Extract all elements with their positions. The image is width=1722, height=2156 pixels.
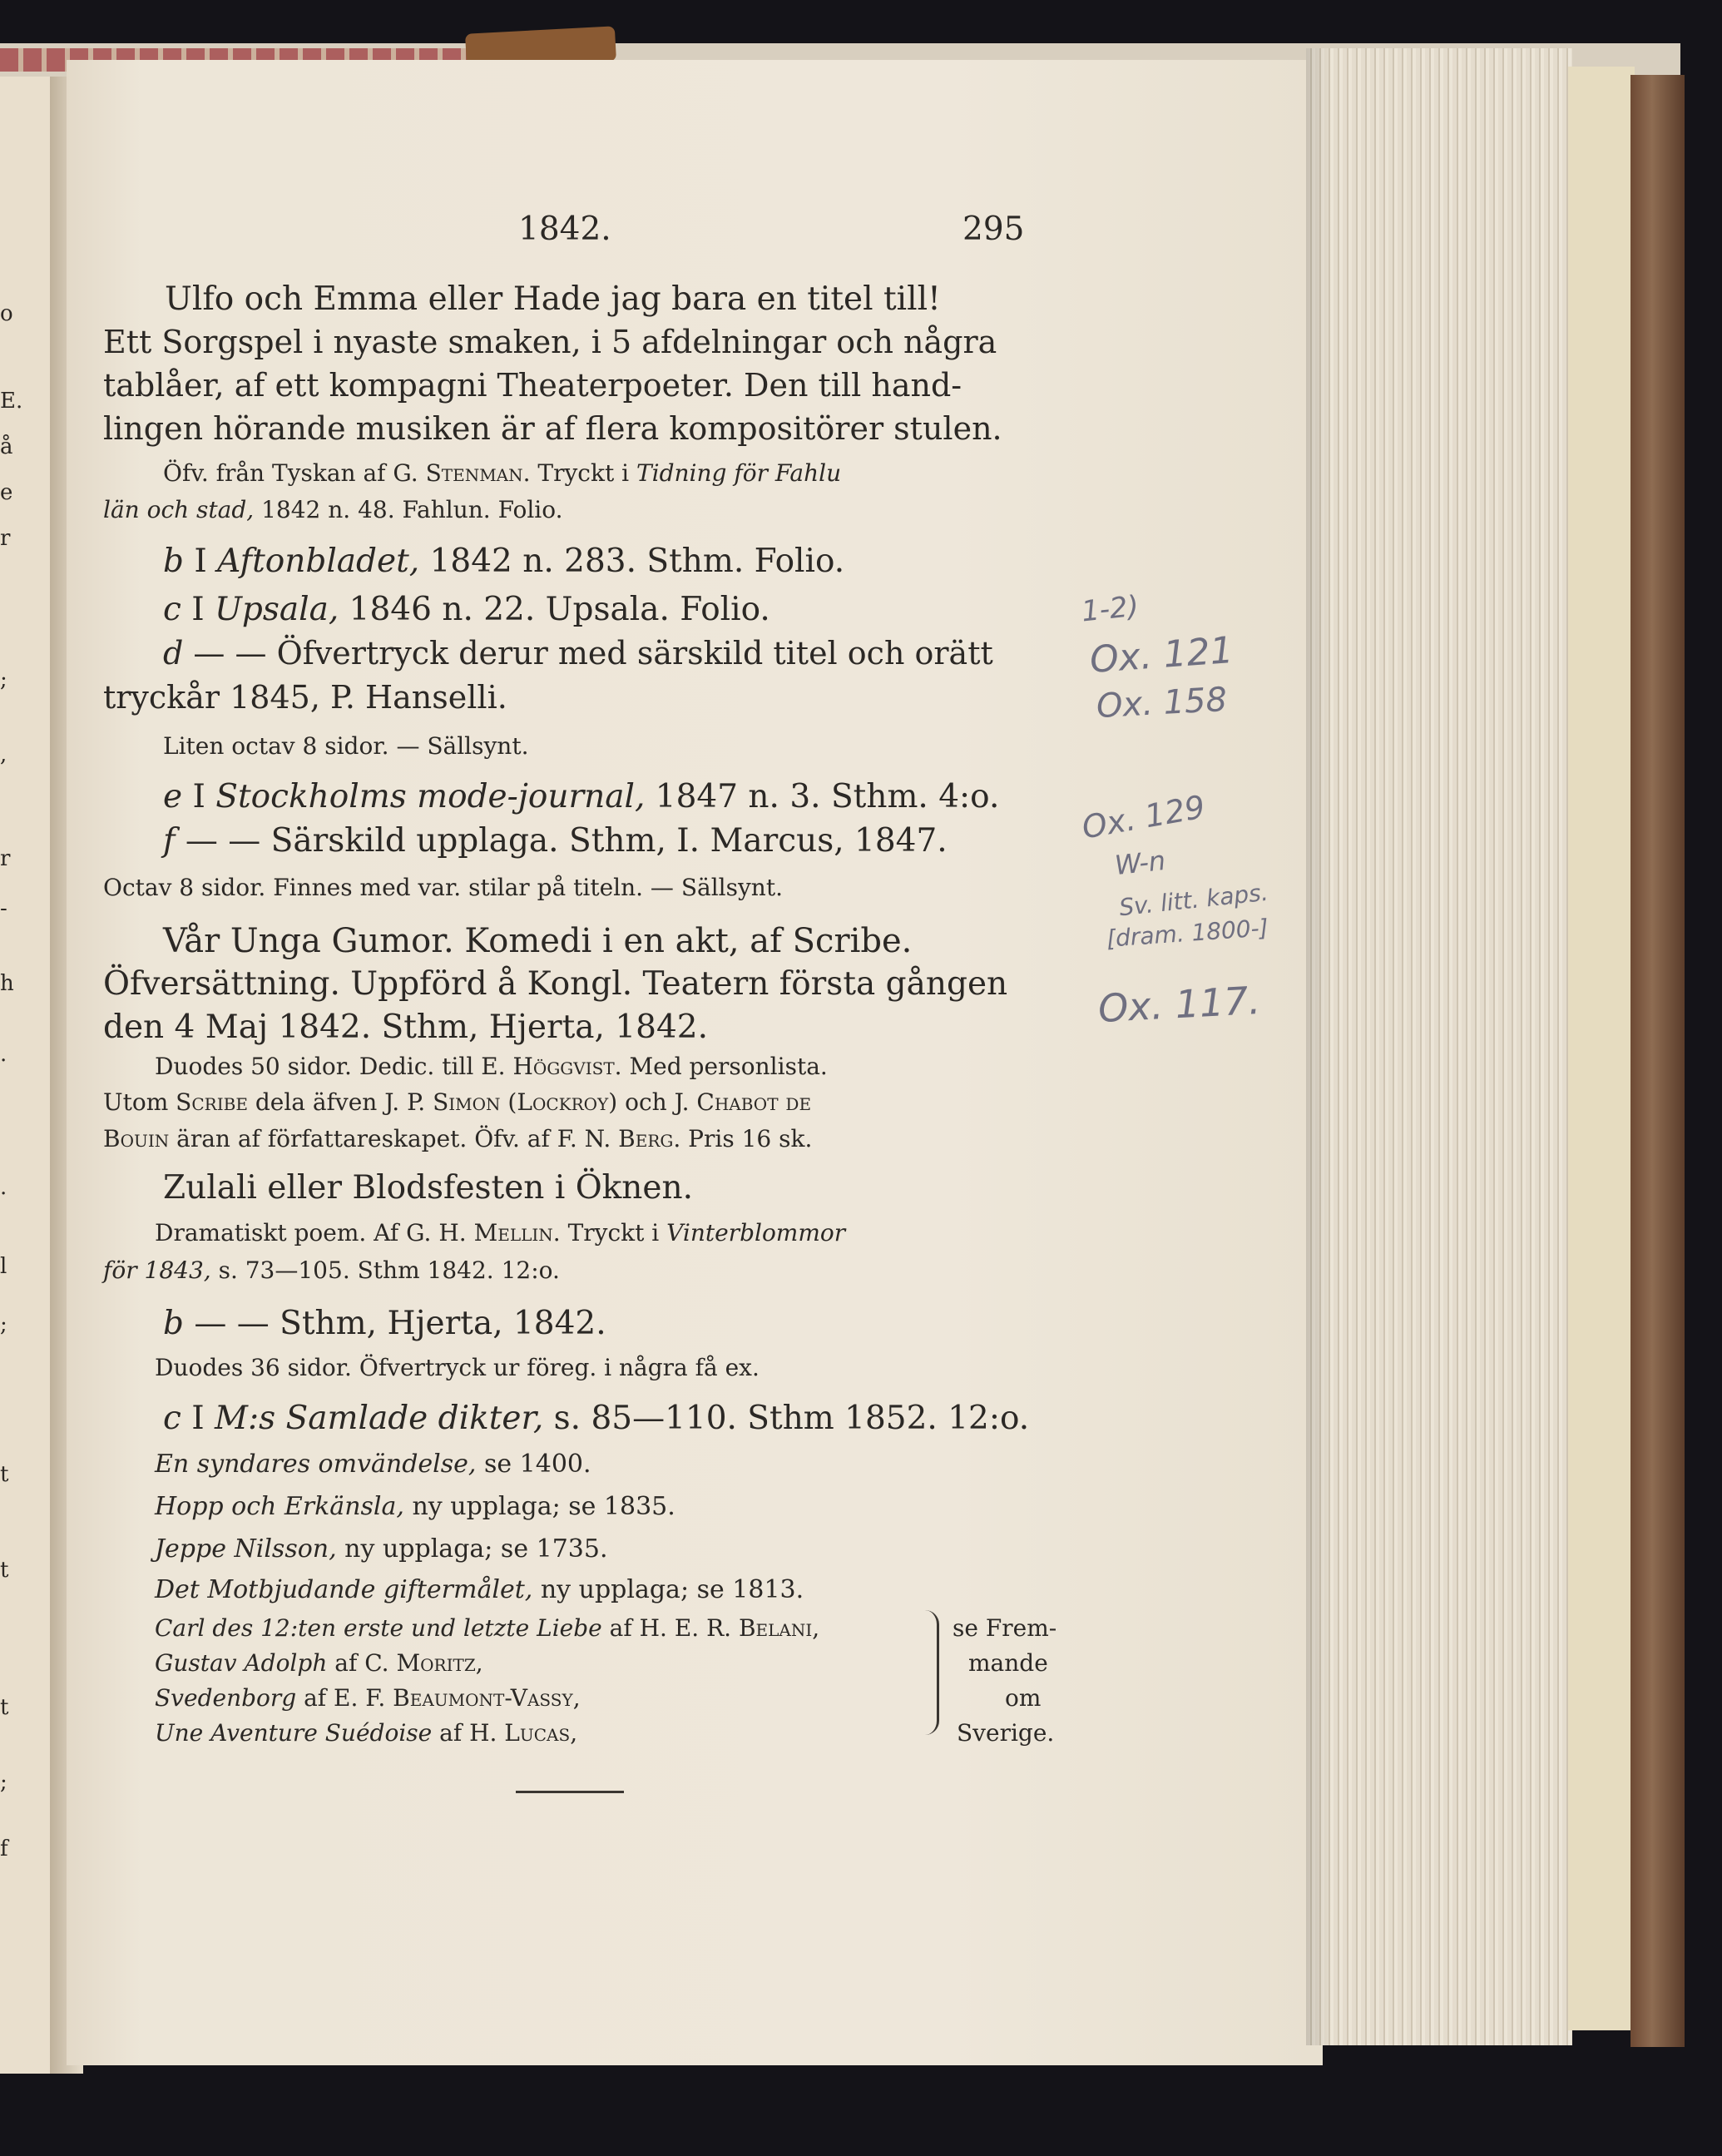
left-margin-char: r (0, 526, 11, 551)
left-margin-char: å (0, 434, 13, 459)
entry-line: lingen hörande musiken är af flera kompositörer stulen. (103, 410, 1002, 447)
left-margin-char: E. (0, 389, 23, 414)
brace-label: mande (968, 1649, 1048, 1677)
note-line: län och stad, 1842 n. 48. Fahlun. Folio. (103, 496, 563, 523)
left-margin-char: , (0, 742, 7, 767)
note-line: Duodes 50 sidor. Dedic. till E. Höggvist. Med personlista. (155, 1053, 828, 1080)
reference-line: Hopp och Erkänsla, ny upplaga; se 1835. (155, 1492, 675, 1521)
pencil-annotation: [dram. 1800-] (1106, 914, 1269, 953)
curly-brace (925, 1610, 939, 1735)
section-rule (516, 1791, 624, 1793)
brace-label: Sverige. (957, 1719, 1055, 1747)
entry-title: Ulfo och Emma eller Hade jag bara en titel till! (165, 280, 941, 318)
pencil-annotation: Ox. 129 (1079, 788, 1208, 846)
note-line: för 1843, s. 73—105. Sthm 1842. 12:o. (103, 1256, 560, 1284)
brace-label: om (1005, 1684, 1042, 1712)
note-line: Bouin äran af författareskapet. Öfv. af F. N. Berg. Pris 16 sk. (103, 1125, 813, 1152)
edition-line: d — — Öfvertryck derur med särskild titel och orätt (163, 635, 993, 672)
entry-line: Ett Sorgspel i nyaste smaken, i 5 afdelningar och några (103, 324, 997, 360)
edition-line: c I M:s Samlade dikter, s. 85—110. Sthm 1852. 12:o. (163, 1400, 1030, 1437)
entry-title: Zulali eller Blodsfesten i Öknen. (163, 1169, 694, 1207)
endpaper (1568, 67, 1635, 2030)
left-margin-char: f (0, 1836, 8, 1861)
reference-line: Une Aventure Suédoise af H. Lucas, (155, 1719, 578, 1747)
reference-line: Jeppe Nilsson, ny upplaga; se 1735. (155, 1534, 608, 1564)
pencil-annotation: Ox. 121 (1088, 629, 1235, 681)
reference-line: Gustav Adolph af C. Moritz, (155, 1649, 483, 1677)
left-margin-char: ; (0, 1770, 7, 1795)
note-line: Liten octav 8 sidor. — Sällsynt. (163, 732, 529, 760)
entry-line: Öfversättning. Uppförd å Kongl. Teatern första gången (103, 965, 1008, 1003)
book-cover (1630, 75, 1685, 2047)
left-margin-char: ; (0, 1312, 7, 1337)
left-margin-char: t (0, 1558, 9, 1583)
pencil-annotation: Ox. 117. (1096, 977, 1262, 1032)
left-margin-char: t (0, 1695, 9, 1720)
note-line: Öfv. från Tyskan af G. Stenman. Tryckt i Tidning för Fahlu (163, 459, 842, 487)
pencil-annotation: Sv. litt. kaps. (1117, 878, 1270, 922)
note-line: Octav 8 sidor. Finnes med var. stilar på titeln. — Sällsynt. (103, 874, 783, 901)
note-line: Dramatiskt poem. Af G. H. Mellin. Tryckt i Vinterblommor (155, 1219, 846, 1247)
left-margin-char: h (0, 971, 14, 996)
edition-line: b — — Sthm, Hjerta, 1842. (163, 1305, 606, 1342)
left-margin-char: t (0, 1462, 9, 1487)
entry-line: tablåer, af ett kompagni Theaterpoeter. Den till hand- (103, 367, 962, 404)
left-margin-char: . (0, 1175, 7, 1200)
running-head-year: 1842. (518, 211, 611, 248)
edition-line: tryckår 1845, P. Hanselli. (103, 679, 507, 716)
edition-line: e I Stockholms mode-journal, 1847 n. 3. Sthm. 4:o. (163, 778, 1000, 815)
page-number: 295 (962, 211, 1025, 248)
left-margin-char: . (0, 1042, 7, 1067)
edition-line: f — — Särskild upplaga. Sthm, I. Marcus, 1847. (163, 822, 948, 860)
entry-line: den 4 Maj 1842. Sthm, Hjerta, 1842. (103, 1009, 708, 1046)
pencil-annotation: W-n (1113, 844, 1167, 882)
left-margin-char: l (0, 1254, 7, 1279)
note-line: Utom Scribe dela äfven J. P. Simon (Lockroy) och J. Chabot de (103, 1088, 812, 1116)
reference-line: En syndares omvändelse, se 1400. (155, 1450, 591, 1479)
left-margin-char: r (0, 846, 11, 871)
note-line: Duodes 36 sidor. Öfvertryck ur föreg. i några få ex. (155, 1354, 760, 1381)
reference-line: Carl des 12:ten erste und letzte Liebe af H. E. R. Belani, (155, 1614, 820, 1642)
reference-line: Det Motbjudande giftermålet, ny upplaga; se 1813. (155, 1575, 804, 1604)
edition-line: c I Upsala, 1846 n. 22. Upsala. Folio. (163, 591, 770, 628)
left-margin-char: - (0, 896, 7, 921)
page-edges (1306, 48, 1572, 2045)
pencil-annotation: 1-2) (1080, 589, 1141, 629)
page-edge-shadow (1306, 48, 1331, 2045)
entry-title: Vår Unga Gumor. Komedi i en akt, af Scribe. (163, 922, 913, 960)
left-margin-char: o (0, 301, 13, 326)
left-margin-char: e (0, 480, 13, 505)
brace-label: se Frem- (953, 1614, 1057, 1642)
left-margin-char: ; (0, 667, 7, 692)
edition-line: b I Aftonbladet, 1842 n. 283. Sthm. Folio. (163, 543, 845, 580)
left-page-edge (0, 77, 52, 2074)
pencil-annotation: Ox. 158 (1095, 680, 1229, 726)
reference-line: Svedenborg af E. F. Beaumont-Vassy, (155, 1684, 581, 1712)
